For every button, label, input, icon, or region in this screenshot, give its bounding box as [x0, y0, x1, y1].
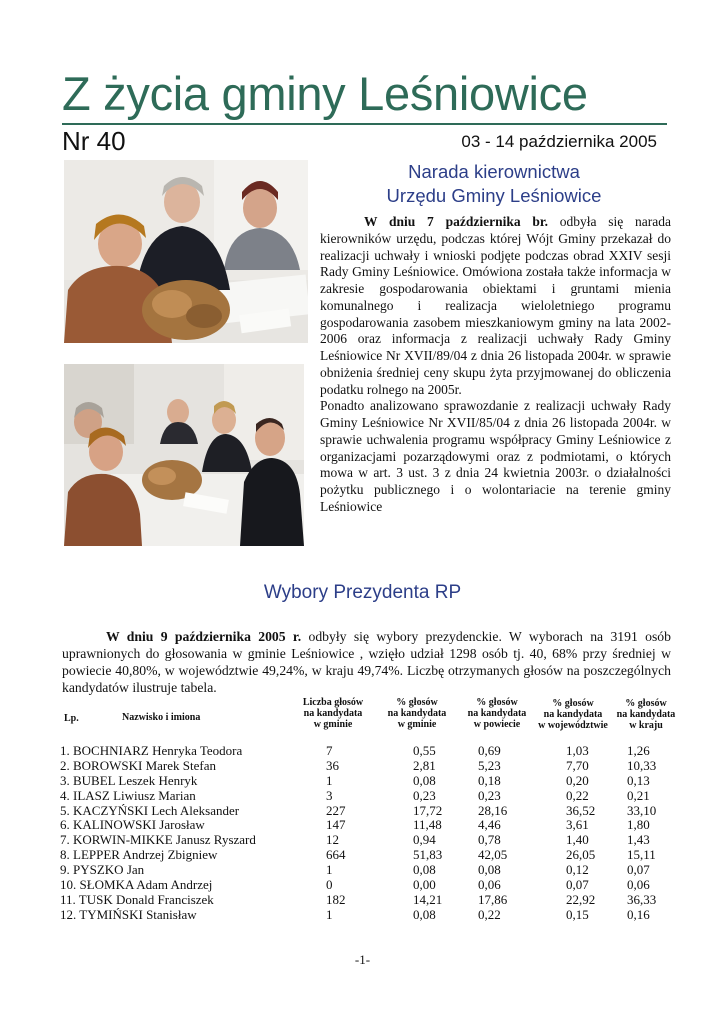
pct-gmina: 11,48	[413, 817, 442, 833]
pct-powiat: 42,05	[478, 847, 508, 863]
candidate-name: 2. BOROWSKI Marek Stefan	[60, 757, 216, 773]
pct-wojewodztwo: 26,05	[566, 847, 596, 863]
pct-gmina: 0,08	[413, 772, 436, 788]
meeting-photo-1-image	[64, 160, 308, 343]
candidate-name: 1. BOCHNIARZ Henryka Teodora	[60, 743, 243, 758]
meeting-photo-2-image	[64, 364, 304, 546]
table-header-votes-line: w gminie	[313, 719, 353, 730]
pct-gmina: 0,08	[413, 862, 436, 878]
meeting-paragraph-2: Ponadto analizowano sprawozdanie z realizacji uchwały Rady Gminy Leśniowice Nr XVII/85/04 z dnia 26 listopada 2004r. w sprawie uchwalenia programu współpracy Gminy Leśniowice z organizacjami pozarządowymi oraz z podmiotami, o których mowa w art. 3 ust. 3 z dnia 24 kwietnia 2003r. o działalności pożytku publicznego i o wolontariacie na terenie gminy Leśniowice	[320, 398, 671, 514]
pct-powiat: 0,18	[478, 772, 501, 788]
election-heading: Wybory Prezydenta RP	[263, 582, 462, 603]
votes-gmina: 147	[326, 817, 346, 833]
pct-powiat: 4,46	[478, 817, 501, 833]
candidate-name: 6. KALINOWSKI Jarosław	[60, 817, 205, 833]
candidate-name: 4. ILASZ Liwiusz Marian	[60, 787, 196, 803]
results-table	[60, 744, 700, 923]
election-paragraph	[62, 628, 671, 696]
votes-gmina: 227	[326, 802, 346, 818]
votes-gmina: 12	[326, 832, 339, 848]
pct-gmina: 0,94	[413, 832, 436, 848]
candidate-name: 7. KORWIN-MIKKE Janusz Ryszard	[60, 832, 256, 848]
title-underline	[62, 123, 667, 125]
pct-gmina: 0,08	[413, 906, 436, 922]
table-row	[60, 863, 700, 878]
votes-gmina: 1	[326, 772, 333, 788]
pct-powiat: 0,78	[478, 832, 501, 848]
pct-powiat: 17,86	[478, 891, 508, 907]
table-row	[60, 848, 700, 863]
pct-wojewodztwo: 0,12	[566, 862, 589, 878]
votes-gmina: 3	[326, 787, 333, 803]
pct-wojewodztwo: 3,61	[566, 817, 589, 833]
candidate-name: 9. PYSZKO Jan	[60, 862, 145, 878]
table-row	[60, 833, 700, 848]
pct-wojewodztwo: 0,22	[566, 787, 589, 803]
table-header-votes-line: na kandydata	[303, 708, 363, 719]
votes-gmina: 36	[326, 757, 339, 773]
votes-gmina: 664	[326, 847, 346, 863]
page-number: -1-	[354, 952, 371, 967]
candidate-name: 5. KACZYŃSKI Lech Aleksander	[60, 802, 240, 818]
table-row	[60, 818, 700, 833]
pct-wojewodztwo: 7,70	[566, 757, 589, 773]
issue-date: 03 - 14 października 2005	[461, 132, 657, 151]
votes-gmina: 1	[326, 862, 333, 878]
votes-gmina: 182	[326, 891, 346, 907]
table-row	[60, 878, 700, 893]
pct-kraj: 33,10	[627, 802, 657, 818]
pct-wojewodztwo: 36,52	[566, 802, 596, 818]
election-article	[62, 628, 671, 696]
pct-kraj: 0,21	[627, 787, 650, 803]
pct-wojewodztwo: 0,07	[566, 877, 589, 893]
pct-gmina: 0,55	[413, 743, 436, 758]
meeting-article	[320, 214, 671, 516]
votes-gmina: 0	[326, 877, 333, 893]
table-row	[60, 744, 700, 759]
pct-kraj: 0,16	[627, 906, 650, 922]
table-row	[60, 804, 700, 819]
pct-wojewodztwo: 0,15	[566, 906, 589, 922]
votes-gmina: 7	[326, 743, 333, 758]
table-header-pct-powiat-line: na kandydata	[467, 708, 527, 719]
candidate-name: 3. BUBEL Leszek Henryk	[60, 772, 198, 788]
issue-number: Nr 40	[62, 126, 126, 156]
table-row	[60, 893, 700, 908]
table-header-pct-woj-line: % głosów	[552, 698, 594, 709]
table-header-pct-wojewodztwo	[533, 698, 613, 731]
issue-row	[62, 126, 667, 156]
pct-wojewodztwo: 1,03	[566, 743, 589, 758]
meeting-paragraph-1-text: odbyła się narada kierowników urzędu, podczas której Wójt Gminy przekazał do realizacji uchwały i wnioski podjęte podczas obrad XXIV sesji Rady Gminy Leśniowice. Omówiona została także informacja w zakresie gospodarowania obiektami i gruntami mienia komunalnego i realizacja wieloletniego programu gospodarowania zasobem mieszkaniowym gminy na lata 2002-2006 oraz informacja z realizacji uchwały Rady Gminy Leśniowice Nr XVII/89/04 z dnia 26 listopada 2004r. w sprawie obniżenia średniej ceny skupu żyta przyjmowanej do obliczenia podatku rolnego na 2005r.	[320, 214, 671, 397]
pct-kraj: 0,13	[627, 772, 650, 788]
pct-kraj: 1,26	[627, 743, 650, 758]
pct-powiat: 28,16	[478, 802, 508, 818]
pct-kraj: 15,11	[627, 847, 656, 863]
table-header-pct-powiat	[458, 697, 536, 730]
pct-wojewodztwo: 1,40	[566, 832, 589, 848]
table-header-pct-gmina-line: na kandydata	[387, 708, 447, 719]
candidate-name: 11. TUSK Donald Franciszek	[60, 891, 214, 907]
candidate-name: 12. TYMIŃSKI Stanisław	[60, 906, 197, 922]
pct-powiat: 0,23	[478, 787, 501, 803]
pct-gmina: 0,23	[413, 787, 436, 803]
table-row	[60, 789, 700, 804]
table-header-pct-powiat-line: % głosów	[476, 697, 518, 708]
table-header-pct-gmina-line: w gminie	[397, 719, 437, 730]
meeting-heading-line-1: Narada kierownictwa	[408, 161, 580, 182]
votes-gmina: 1	[326, 906, 333, 922]
pct-powiat: 0,08	[478, 862, 501, 878]
pct-gmina: 2,81	[413, 757, 436, 773]
pct-powiat: 0,22	[478, 906, 501, 922]
meeting-photo-1	[64, 160, 308, 343]
pct-kraj: 36,33	[627, 891, 657, 907]
table-row	[60, 908, 700, 923]
meeting-paragraph-1	[320, 214, 671, 398]
table-row	[60, 759, 700, 774]
pct-powiat: 0,06	[478, 877, 501, 893]
table-header-name: Nazwisko i imiona	[122, 712, 201, 723]
table-header-pct-gmina	[381, 697, 453, 730]
table-header-pct-powiat-line: w powiecie	[473, 719, 521, 730]
candidate-name: 8. LEPPER Andrzej Zbigniew	[60, 847, 218, 863]
election-lead-date: W dniu 9 października 2005 r.	[106, 629, 302, 644]
pct-powiat: 0,69	[478, 743, 501, 758]
pct-wojewodztwo: 22,92	[566, 891, 596, 907]
table-header-votes-line: Liczba głosów	[302, 697, 364, 708]
candidate-name: 10. SŁOMKA Adam Andrzej	[60, 877, 213, 893]
pct-kraj: 10,33	[627, 757, 657, 773]
election-paragraph-text: odbyły się wybory prezydenckie. W wyborach na 3191 osób uprawnionych do głosowania w gminie Leśniowice , wzięło udział 1298 osób tj. 40, 68% przy średniej w powiecie 40,80%, w województwie 49,24%, w kraju 49,74%. Liczbę otrzymanych głosów na poszczególnych kandydatów ilustruje tabela.	[62, 629, 671, 695]
pct-kraj: 0,07	[627, 862, 650, 878]
pct-kraj: 1,80	[627, 817, 650, 833]
pct-wojewodztwo: 0,20	[566, 772, 589, 788]
pct-powiat: 5,23	[478, 757, 501, 773]
pct-gmina: 51,83	[413, 847, 443, 863]
table-header-pct-kraj	[612, 698, 680, 731]
pct-gmina: 0,00	[413, 877, 436, 893]
table-header-pct-gmina-line: % głosów	[396, 697, 438, 708]
table-header-pct-woj-line: na kandydata	[543, 709, 603, 720]
masthead	[62, 66, 667, 156]
pct-kraj: 1,43	[627, 832, 650, 848]
pct-gmina: 17,72	[413, 802, 443, 818]
meeting-lead-date: W dniu 7 października br.	[364, 214, 548, 229]
newsletter-title: Z życia gminy Leśniowice	[62, 67, 588, 120]
table-header-lp: Lp.	[64, 713, 79, 724]
table-row	[60, 774, 700, 789]
table-header-pct-kraj-line: na kandydata	[616, 709, 676, 720]
meeting-photo-2	[64, 364, 304, 546]
meeting-heading	[318, 160, 670, 208]
table-header-votes	[296, 697, 370, 730]
pct-gmina: 14,21	[413, 891, 443, 907]
meeting-heading-line-2: Urzędu Gminy Leśniowice	[386, 185, 602, 206]
table-header-pct-kraj-line: w kraju	[629, 720, 663, 731]
table-header-pct-woj-line: w województwie	[538, 720, 608, 731]
pct-kraj: 0,06	[627, 877, 650, 893]
table-header-pct-kraj-line: % głosów	[625, 698, 667, 709]
